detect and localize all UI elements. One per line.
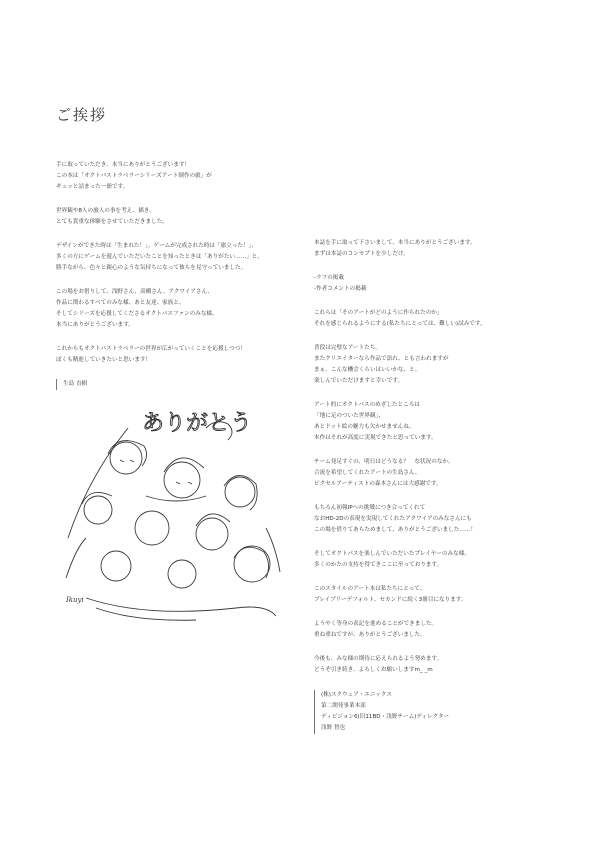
character-sketches: [66, 422, 280, 621]
text-line: チーム発足すぐの、明日はどうなる？ な状況のなか、: [314, 459, 454, 465]
text-line: またクリエイターなら作品で語れ、とも言われますが: [314, 356, 449, 362]
text-line: 手に取っていただき、本当にありがとうございます！: [56, 162, 191, 168]
right-column: [314, 238, 564, 734]
text-line: 本作はそれが高度に実現できたと思っています。: [314, 435, 437, 441]
text-line: 重ね重ねですが、ありがとうございました。: [314, 632, 426, 638]
paragraph: [314, 549, 564, 571]
text-line: 楽しんでいただけますと幸いです。: [314, 378, 404, 384]
illustration-caption: ありがとう: [142, 411, 253, 436]
sketch-drawing: [56, 388, 288, 628]
text-line: そしてオクトパスを楽しんでいただいたプレイヤーのみな様、: [314, 551, 470, 557]
text-line: アート的にオクトパスのめざしたところは: [314, 402, 420, 408]
text-line: この場を借りてあらためまして、ありがとうございました……！: [314, 527, 477, 533]
paragraph: [56, 160, 306, 193]
text-line: この場をお借りして、浅野さん、高橋さん、アクワイアさん、: [56, 289, 214, 295]
text-line: これからもオクトパストラベラーの世界が広がっていくことを応援しつつ！: [56, 346, 246, 352]
text-line: どうぞ引き続き、よろしくお願いしますm_ _m: [314, 667, 433, 673]
paragraph: [314, 308, 564, 330]
thank-you-illustration: [56, 388, 288, 628]
left-column: [56, 160, 306, 390]
text-line: 勝手ながら、色々と親心のような気持ちになって彼らを見守っていました。: [56, 265, 247, 271]
text-line: 合流を希望してくれたアートの生島さん、: [314, 470, 421, 476]
text-line: -ラフの掲載: [314, 275, 344, 281]
text-line: ぼくも精進していきたいと思います！: [56, 357, 152, 363]
text-line: なおHD-2Dの表現を実現してくれたアクワイアのみなさんにも: [314, 516, 472, 522]
paragraph: [314, 584, 564, 606]
signature-line: (株)スクウェア・エニックス: [321, 692, 392, 698]
paragraph: [314, 343, 564, 387]
text-line: ギュッと詰まった一冊です。: [56, 184, 129, 190]
paragraph: [56, 206, 306, 228]
text-line: このスタイルのアート本は私たちにとって、: [314, 586, 426, 592]
paragraph: [314, 273, 564, 295]
text-line: 「地に足のついた世界観」、: [314, 413, 384, 419]
paragraph: [314, 238, 564, 260]
paragraph: [56, 287, 306, 331]
text-line: ピクセルアーティストの森本さんには大感謝です。: [314, 481, 442, 487]
artist-signature-mark: Ikuyi: [66, 596, 84, 604]
paragraph: [314, 503, 564, 536]
page-title: ご挨拶: [56, 106, 108, 124]
paragraph: [314, 457, 564, 490]
text-line: -作者コメントの掲載: [314, 286, 367, 292]
text-line: 普段は完璧なアートたち。: [314, 345, 381, 351]
paragraph: [56, 241, 306, 274]
left-paragraphs: [56, 160, 306, 366]
text-line: まずは本誌のコンセプトを少しだけ。: [314, 251, 409, 257]
text-line: ようやく等身の表記を進めることができました。: [314, 621, 438, 627]
text-line: とても貴重な体験をさせていただきました。: [56, 219, 168, 225]
left-signature: 生島 直樹: [56, 379, 306, 390]
text-line: これらは「そのアートがどのように作られたのか」: [314, 310, 443, 316]
signature-line: 第二開発事業本部: [321, 703, 366, 709]
paragraph: [56, 344, 306, 366]
text-line: この本は「オクトパストラベラーシリーズアート制作の旅」が: [56, 173, 212, 179]
text-line: まぁ、こんな機会くらいはいいかな、と。: [314, 367, 421, 373]
text-line: 作品に関わるすべてのみな様、あと友達、家族と、: [56, 300, 185, 306]
paragraph: [314, 654, 564, 676]
text-line: 今後も、みな様の期待に応えられるよう努めます。: [314, 656, 443, 662]
paragraph: [314, 400, 564, 444]
text-line: もちろん初報IPへの挑戦につき合ってくれて: [314, 505, 426, 511]
text-line: それを感じられるようにする(私たちにとっては、難しい)試みです。: [314, 321, 486, 327]
text-line: 多くのかたの支持を得てきここに至っております。: [314, 562, 443, 568]
signature-line: 浅野 智也: [321, 725, 346, 731]
text-line: あとドット絵の魅力も欠かせませんね。: [314, 424, 415, 430]
right-paragraphs: [314, 238, 564, 676]
text-line: 本当にありがとうございます。: [56, 322, 134, 328]
signature-line: ディビジョン6(旧11BD・浅野チーム)ディレクター: [321, 714, 450, 720]
right-signature: [314, 690, 564, 734]
text-line: 本誌を手に取って下さいまして、本当にありがとうございます。: [314, 240, 476, 246]
text-line: 多くの方にゲームを遊んでいただいたことを知ったときは「ありがたい……」と、: [56, 254, 263, 260]
text-line: 世界観や8人の旅人の事を考え、描き、: [56, 208, 155, 214]
text-line: ブレイブリーデフォルト、セカンドに続く3冊目になります。: [314, 597, 467, 603]
text-line: デザインができた時は「生まれた！」、ゲームが完成された時は「旅立った！」、: [56, 243, 257, 249]
text-line: そしてシリーズを応援してくださるオクトパスファンのみな様、: [56, 311, 218, 317]
paragraph: [314, 619, 564, 641]
